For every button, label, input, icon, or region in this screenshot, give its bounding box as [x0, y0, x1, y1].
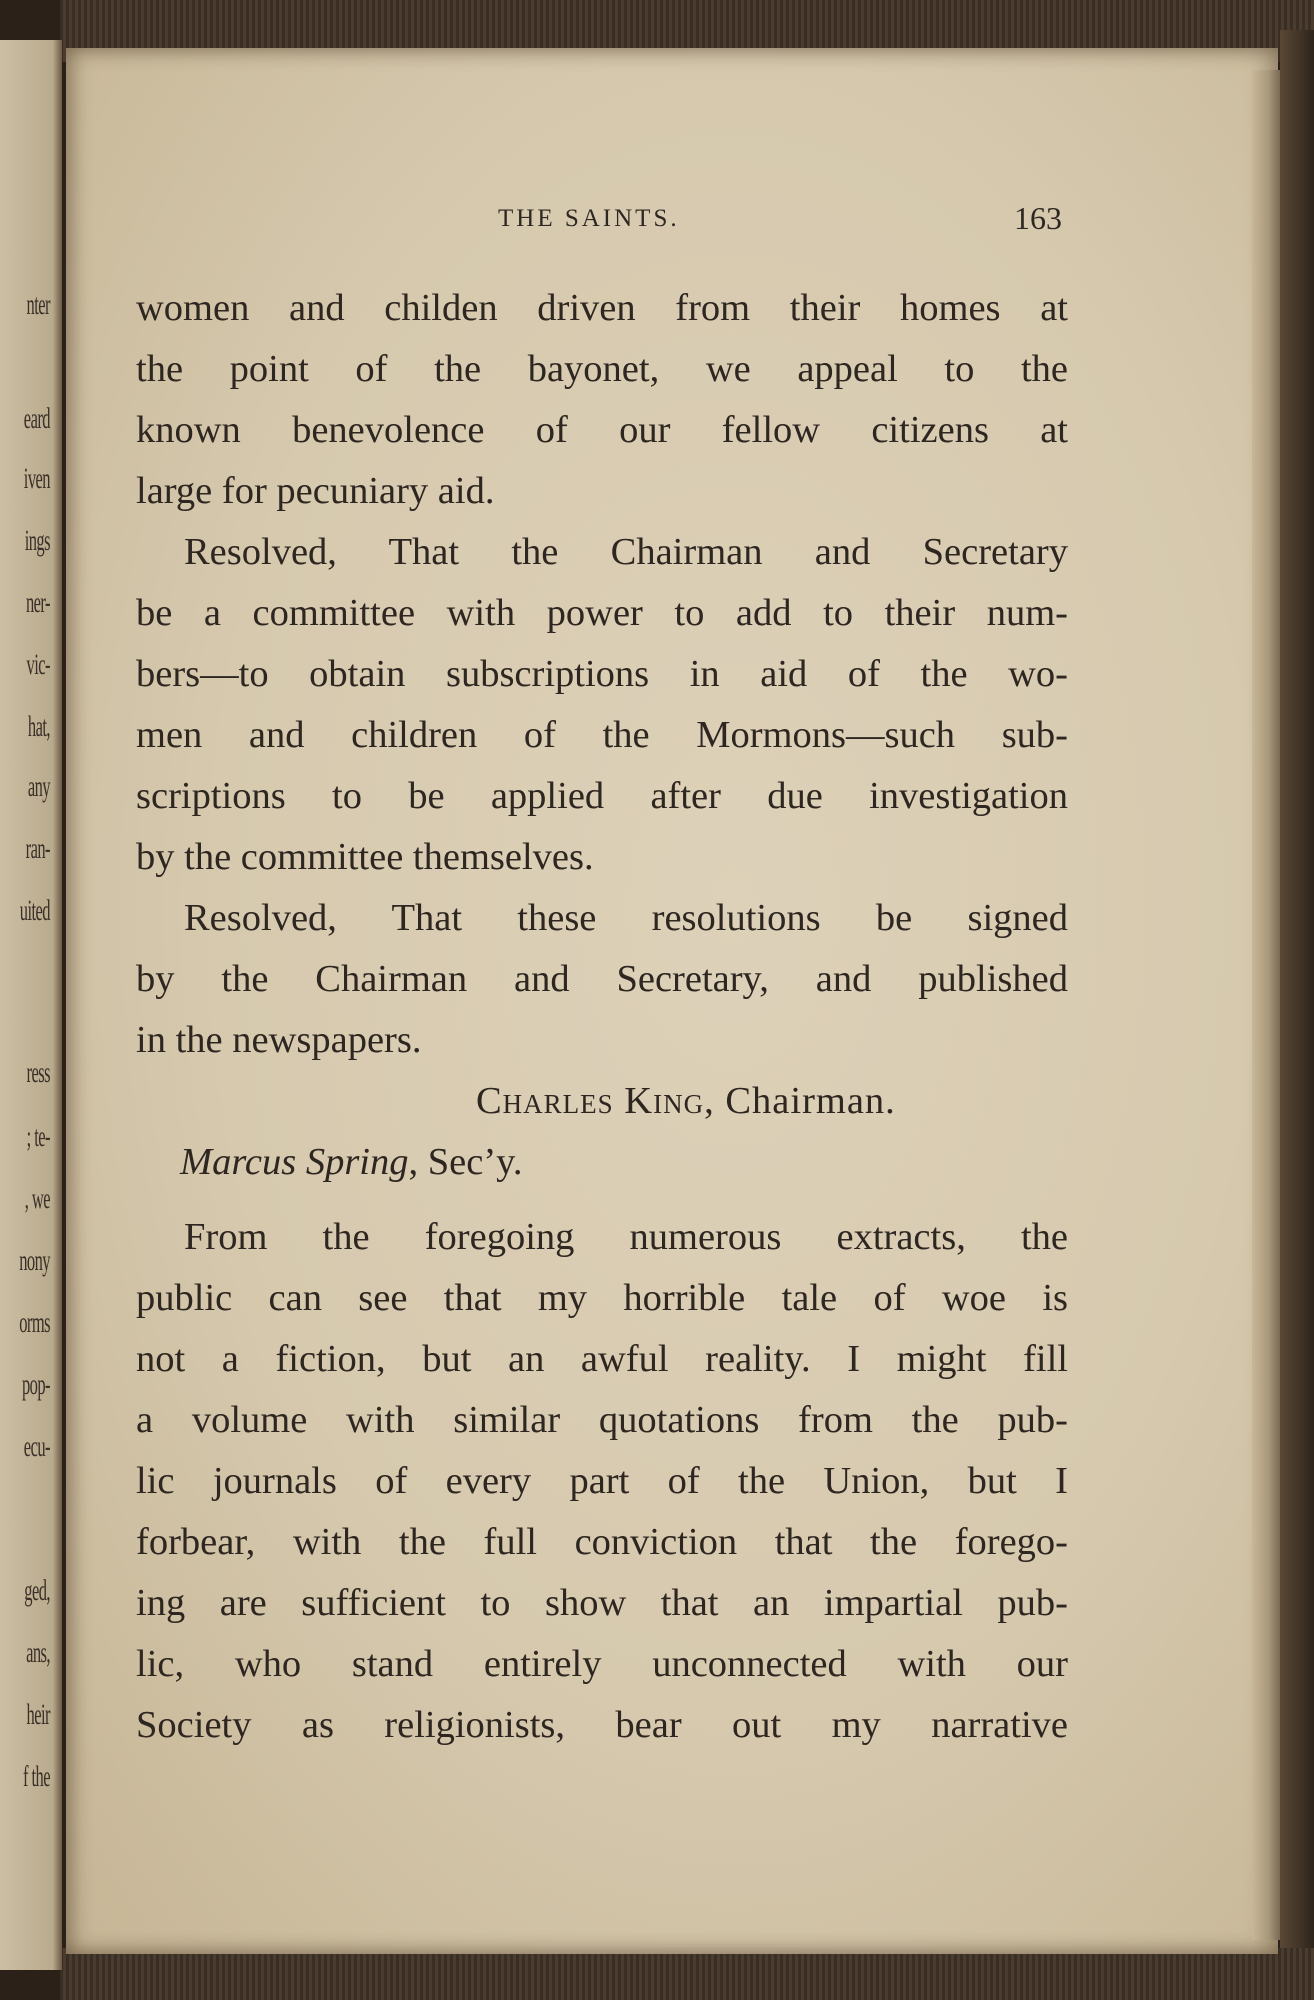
text-line: ing are sufficient to show that an impartial pub- [136, 1582, 1068, 1624]
facing-page-fragment: ran- [25, 832, 50, 865]
facing-page-fragment: iven [23, 462, 50, 495]
text-line: known benevolence of our fellow citizens at [136, 409, 1068, 451]
secretary-title: , Sec’y. [408, 1141, 523, 1183]
facing-page-fragment: ings [24, 524, 50, 557]
text-line: the point of the bayonet, we appeal to the [136, 348, 1068, 390]
facing-page-fragment: ecu- [23, 1430, 50, 1463]
text-line: not a fiction, but an awful reality. I might fill [136, 1338, 1068, 1380]
facing-page-fragment: ; te- [26, 1120, 50, 1153]
text-line: men and children of the Mormons—such sub- [136, 714, 1068, 756]
text-line: large for pecuniary aid. [136, 470, 495, 512]
facing-page-fragment: ans, [26, 1636, 50, 1669]
chairman-name: Charles King [476, 1080, 705, 1122]
text-line: a volume with similar quotations from the pub- [136, 1399, 1068, 1441]
facing-page-fragment: heir [26, 1698, 50, 1731]
text-line: lic, who stand entirely unconnected with our [136, 1643, 1068, 1685]
text-line: in the newspapers. [136, 1019, 422, 1061]
facing-page-fragment: pop- [21, 1368, 50, 1401]
facing-page-fragment: ress [26, 1056, 50, 1089]
text-line: scriptions to be applied after due investigation [136, 775, 1068, 817]
text-line: From the foregoing numerous extracts, the [184, 1216, 1068, 1258]
text-line: lic journals of every part of the Union, but I [136, 1460, 1068, 1502]
signature-chairman [136, 1071, 1068, 1132]
running-head: THE SAINTS. [498, 205, 680, 232]
facing-page-fragment: ged, [24, 1574, 50, 1607]
text-line: bers—to obtain subscriptions in aid of the wo- [136, 653, 1068, 695]
facing-page-fragment: vic- [26, 648, 50, 681]
paragraph-gap [136, 1193, 1068, 1207]
facing-page-fragment: eard [23, 402, 50, 435]
signature-secretary [136, 1132, 1068, 1193]
text-line: women and childen driven from their homes at [136, 287, 1068, 329]
facing-page-fragment: nony [19, 1244, 50, 1277]
text-line: forbear, with the full conviction that the forego- [136, 1521, 1068, 1563]
facing-page-fragment: nter [26, 288, 50, 321]
facing-page-fragment: uited [19, 894, 50, 927]
text-line: public can see that my horrible tale of woe is [136, 1277, 1068, 1319]
chairman-title: , Chairman. [704, 1080, 896, 1122]
facing-page-fragment: any [27, 770, 50, 803]
facing-page-fragment: ner- [25, 586, 50, 619]
page-number: 163 [1014, 200, 1062, 236]
facing-page-edge [0, 40, 62, 1970]
text-line: Society as religionists, bear out my narrative [136, 1704, 1068, 1746]
facing-page-fragment: f the [22, 1760, 50, 1793]
facing-page-fragment: hat, [27, 710, 50, 743]
text-line: be a committee with power to add to their num- [136, 592, 1068, 634]
book-cover-bottom-edge [60, 1948, 1314, 2000]
facing-page-fragment: , we [24, 1182, 50, 1215]
text-line: by the Chairman and Secretary, and published [136, 958, 1068, 1000]
text-line: Resolved, That the Chairman and Secretary [184, 531, 1068, 573]
text-line: by the committee themselves. [136, 836, 594, 878]
book-cover-right-edge [1280, 30, 1314, 1970]
text-line: Resolved, That these resolutions be signed [184, 897, 1068, 939]
page-fore-edge [1252, 70, 1280, 1940]
body-text [136, 278, 1068, 1756]
facing-page-fragment: orms [19, 1306, 50, 1339]
secretary-name: Marcus Spring [180, 1141, 409, 1183]
